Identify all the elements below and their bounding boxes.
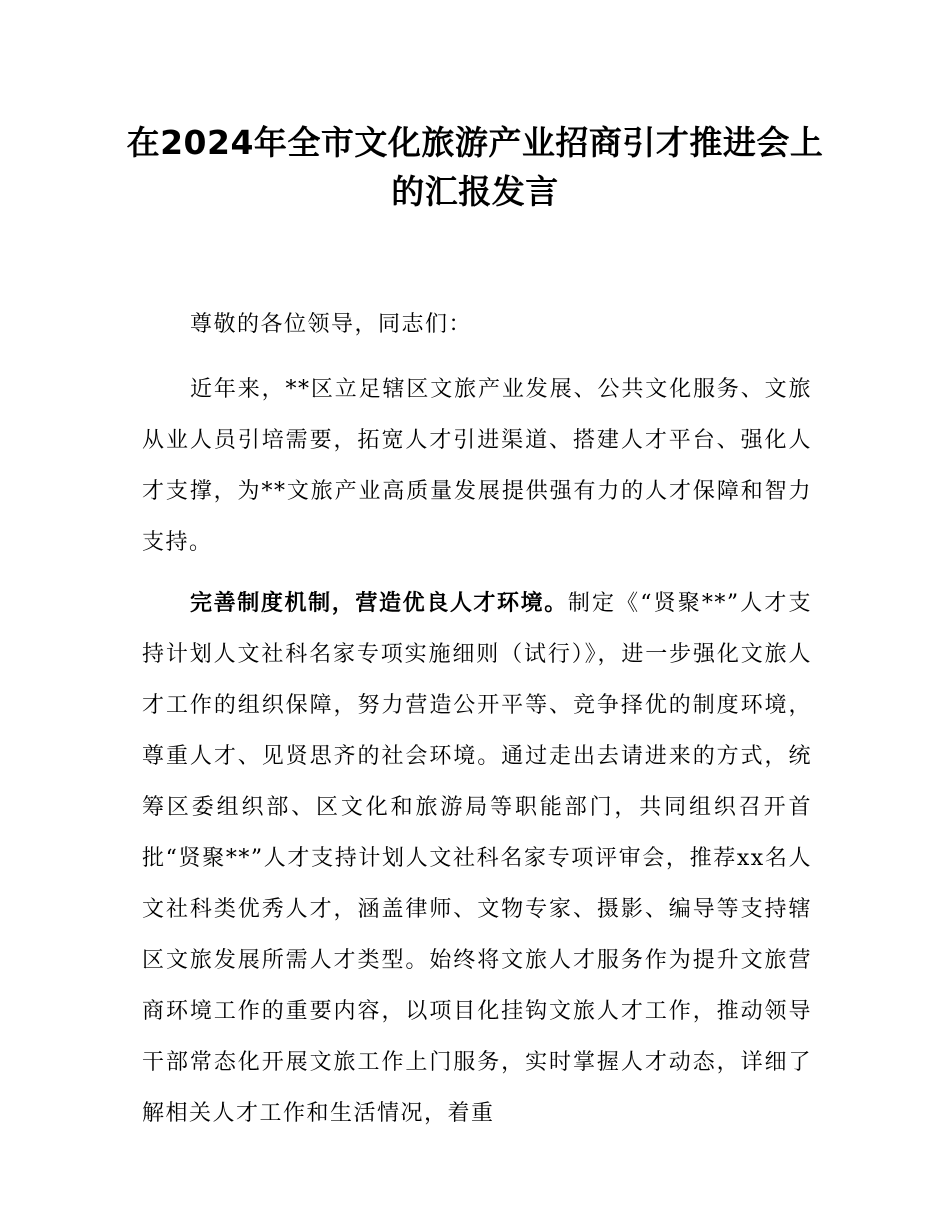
document-title: 在2024年全市文化旅游产业招商引才推进会上的汇报发言 — [126, 123, 824, 211]
paragraph-intro: 近年来，**区立足辖区文旅产业发展、公共文化服务、文旅从业人员引培需要，拓宽人才引进渠道、搭建人才平台、强化人才支撑，为**文旅产业高质量发展提供强有力的人才保障和智力支持。 — [142, 377, 812, 555]
paragraph-lead-heading: 完善制度机制，营造优良人才环境。 — [190, 591, 568, 616]
salutation: 尊敬的各位领导，同志们： — [190, 312, 473, 337]
paragraph-body-text: 制定《“贤聚**”人才支持计划人文社科名家专项实施细则（试行）》，进一步强化文旅人才工作的组织保障，努力营造公开平等、竞争择优的制度环境，尊重人才、见贤思齐的社会环境。通过走出去请进来的方式，统筹区委组织部、区文化和旅游局等职能部门，共同组织召开首批“贤聚**”人才支持计划人文社科名家专项评审会，推荐xx名人文社科类优秀人才，涵盖律师、文物专家、摄影、编导等支持辖区文旅发展所需人才类型。始终将文旅人才服务作为提升文旅营商环境工作的重要内容，以项目化挂钩文旅人才工作，推动领导干部常态化开展文旅工作上门服务，实时掌握人才动态，详细了解相关人才工作和生活情况，着重 — [142, 591, 812, 1126]
paragraph-institutional-mechanism — [142, 578, 812, 1139]
